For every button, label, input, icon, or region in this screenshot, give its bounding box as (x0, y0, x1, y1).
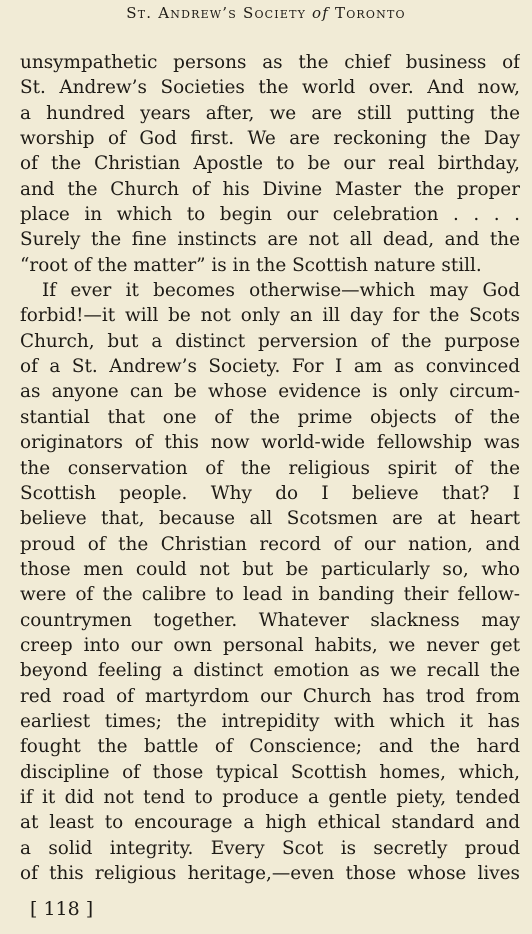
text-line: the conservation of the religious spirit of the (20, 457, 520, 479)
page-number: [ 118 ] (30, 898, 94, 920)
text-line: proud of the Christian record of our nation, and (20, 533, 520, 555)
text-line: red road of martyrdom our Church has trod from (20, 685, 520, 707)
running-head-city: Toronto (335, 4, 406, 22)
text-line: Scottish people. Why do I believe that? I (20, 482, 520, 504)
text-line: of the Christian Apostle to be our real birthday, (20, 153, 520, 175)
text-line: creep into our own personal habits, we never get (20, 634, 520, 656)
text-line: and the Church of his Divine Master the proper (20, 178, 520, 200)
text-line: originators of this now world-wide fellowship was (20, 432, 520, 454)
text-line: were of the calibre to lead in banding their fellow- (20, 584, 520, 606)
text-line: forbid!—it will be not only an ill day for the Scots (20, 305, 520, 327)
running-head-society: St. Andrew’s Society (126, 4, 307, 22)
text-line: of a St. Andrew’s Society. For I am as convinced (20, 356, 520, 378)
text-line: Surely the fine instincts are not all dead, and the (20, 229, 520, 251)
text-line: place in which to begin our celebration . . . . (20, 204, 520, 226)
text-line: If ever it becomes otherwise—which may God (42, 280, 520, 302)
text-line: believe that, because all Scotsmen are at heart (20, 508, 520, 530)
text-line: fought the battle of Conscience; and the hard (20, 736, 520, 758)
text-line: of this religious heritage,—even those whose lives (20, 863, 520, 884)
text-line: “root of the matter” is in the Scottish nature still. (20, 254, 482, 276)
text-line: countrymen together. Whatever slackness may (20, 609, 520, 631)
running-head-of: of (312, 4, 330, 22)
text-line: stantial that one of the prime objects of the (20, 406, 520, 428)
text-line: St. Andrew’s Societies the world over. And now, (20, 77, 520, 99)
text-line: those men could not but be particularly so, who (20, 558, 520, 580)
text-line: earliest times; the intrepidity with which it has (20, 710, 520, 732)
text-line: unsympathetic persons as the chief business of (20, 52, 520, 73)
text-line: as anyone can be whose evidence is only circum- (20, 381, 520, 403)
text-line: beyond feeling a distinct emotion as we recall the (20, 660, 520, 682)
text-line: at least to encourage a high ethical standard and (20, 812, 520, 834)
text-line: a solid integrity. Every Scot is secretly proud (20, 837, 520, 859)
text-line: worship of God first. We are reckoning the Day (20, 128, 520, 150)
text-line: if it did not tend to produce a gentle piety, tended (20, 786, 520, 808)
text-line: Church, but a distinct perversion of the purpose (20, 330, 520, 352)
text-line: a hundred years after, we are still putting the (20, 102, 520, 124)
running-head (0, 4, 532, 22)
text-line: discipline of those typical Scottish homes, which, (20, 761, 520, 783)
body-text (20, 50, 520, 886)
